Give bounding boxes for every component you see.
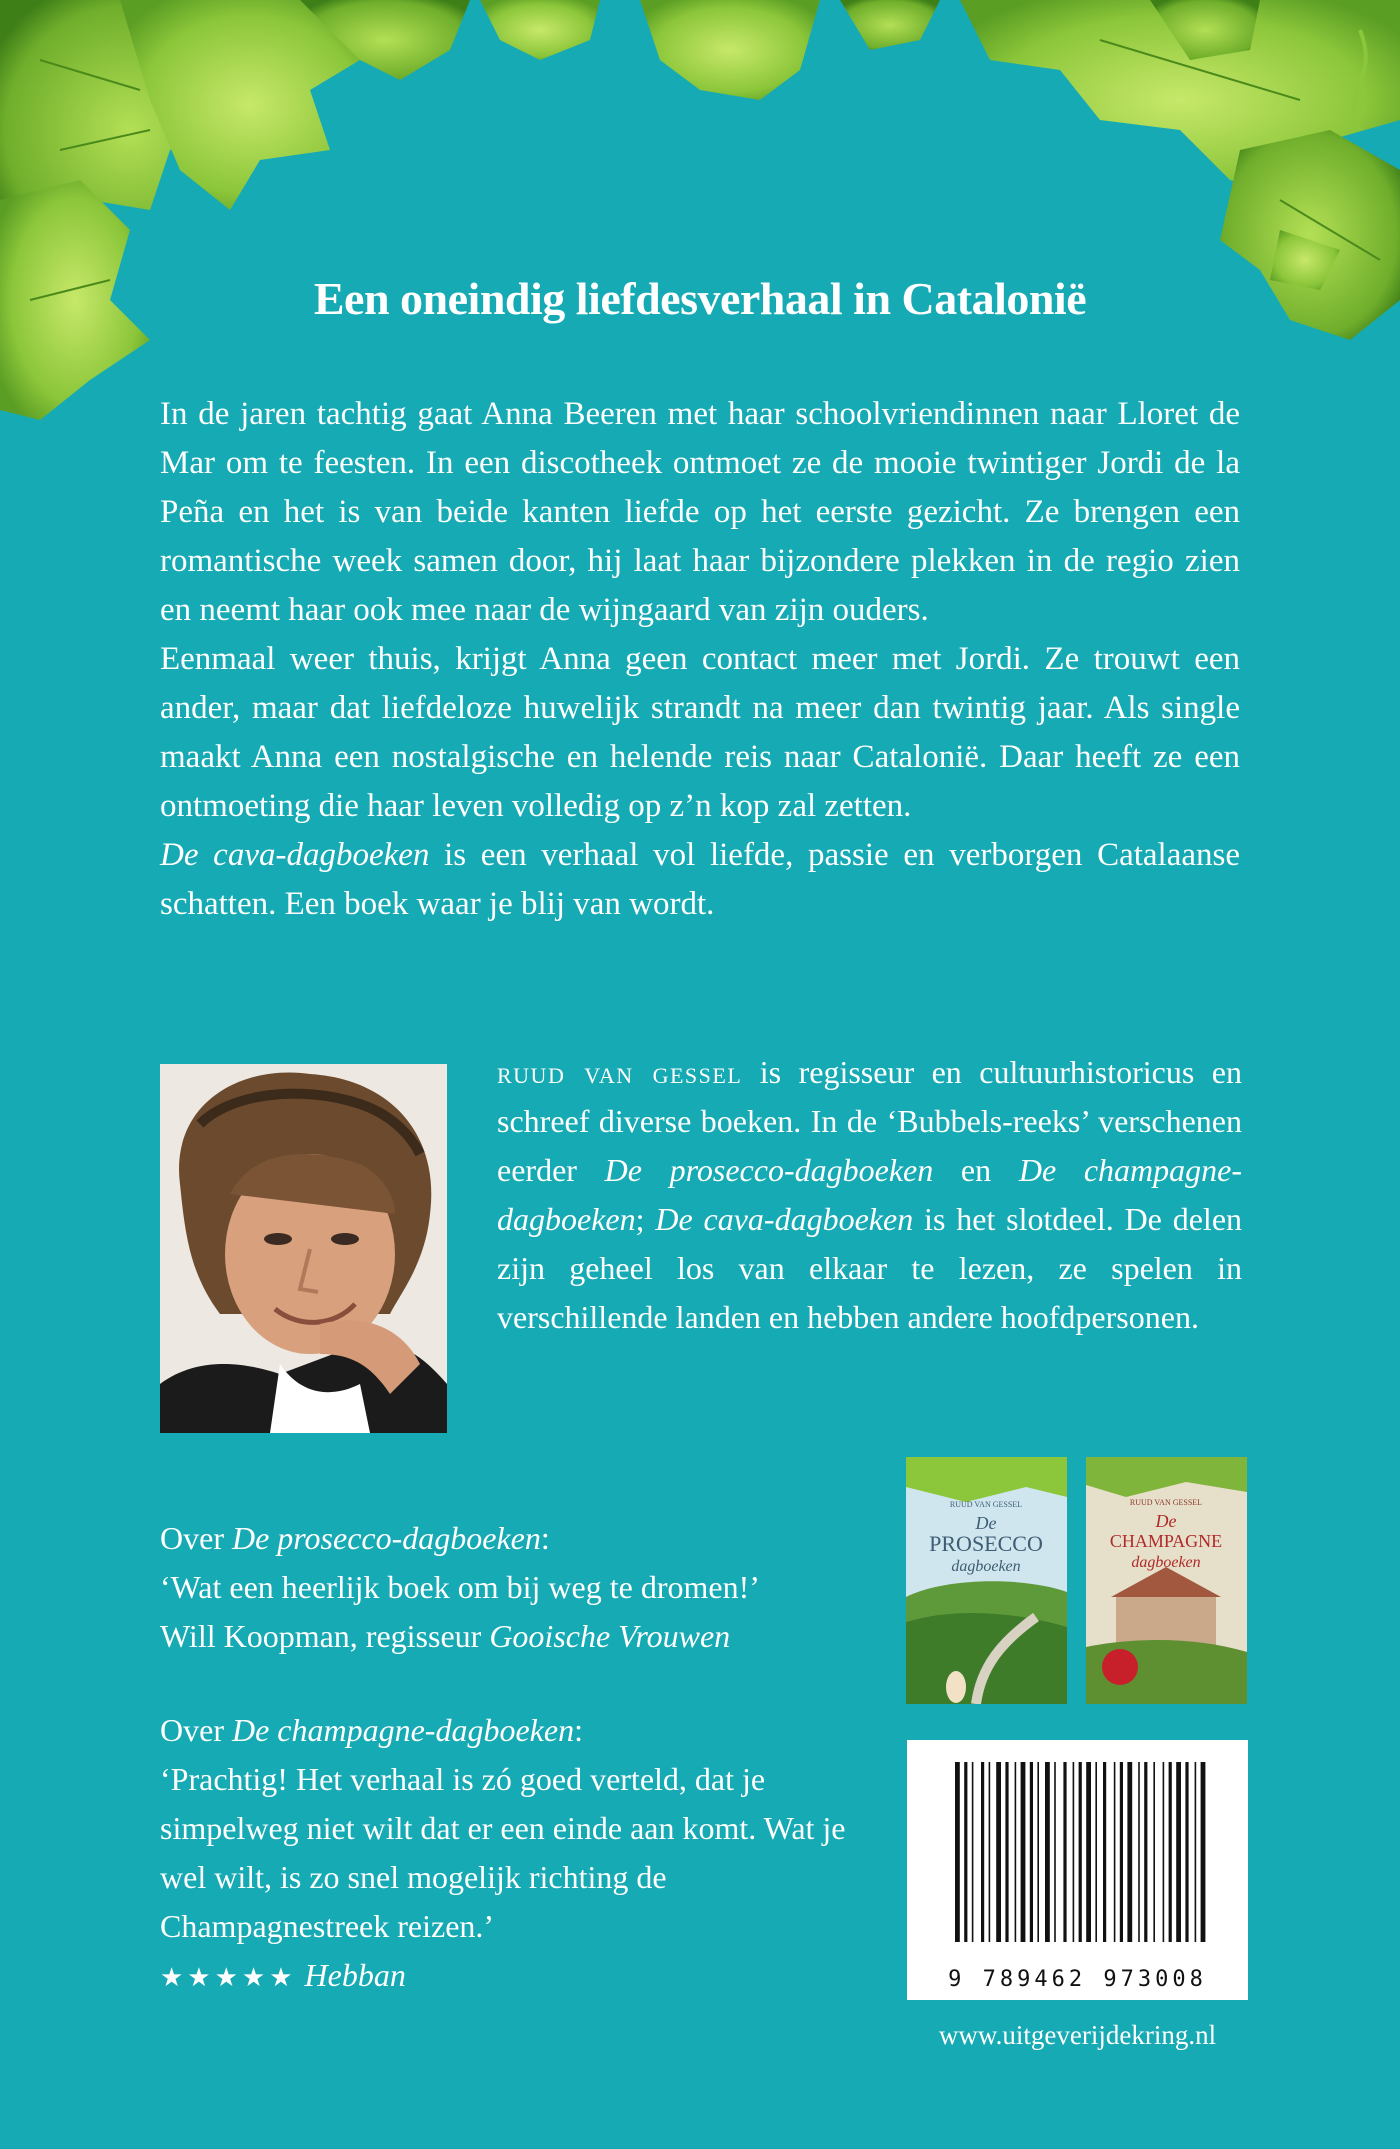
barcode-bar — [1079, 1762, 1082, 1942]
book-cover-champagne — [1086, 1457, 1247, 1704]
book-title-champagne: De champagne-dagboeken — [497, 1152, 1243, 1237]
barcode-bar — [1153, 1762, 1155, 1942]
barcode-bar — [1095, 1762, 1097, 1942]
barcode-bar — [955, 1762, 960, 1942]
review-colon: : — [574, 1712, 583, 1748]
author-name: ruud van gessel — [497, 1054, 743, 1090]
barcode-bar — [1021, 1762, 1026, 1942]
barcode-bar — [1037, 1762, 1039, 1942]
cover2-line3: dagboeken — [1131, 1554, 1201, 1571]
barcode-bar — [1045, 1762, 1050, 1942]
barcode-bar — [1103, 1762, 1106, 1942]
review-text: ‘Prachtig! Het verhaal is zó goed verteld, dat je simpelweg niet wilt dat er een einde aan komt. Wat je wel wilt, is zo snel mogelijk richting de Champagnestreek reizen.’ — [160, 1761, 846, 1944]
book-title-prosecco: De prosecco-dagboeken — [604, 1152, 934, 1188]
barcode-bar — [981, 1762, 984, 1942]
review-source-name: Hebban — [304, 1957, 406, 1993]
barcode-bar — [1144, 1762, 1147, 1942]
review-heading — [160, 1706, 880, 1755]
barcode-bar — [1185, 1762, 1188, 1942]
barcode-bar — [1176, 1762, 1181, 1942]
isbn-barcode — [907, 1740, 1248, 2000]
book-title-cava: De cava-dagboeken — [160, 837, 430, 873]
bio-text-3: ; — [635, 1201, 656, 1237]
barcode-bar — [964, 1762, 967, 1942]
review-quote-prosecco — [160, 1514, 880, 1661]
author-bio — [497, 1048, 1242, 1342]
blurb-paragraph-3 — [160, 831, 1240, 929]
bio-text-4: is het slotdeel. De delen zijn geheel los van elkaar te lezen, ze spelen in verschillende landen en hebben andere hoofdpersonen. — [497, 1201, 1243, 1335]
barcode-bar — [1073, 1762, 1075, 1942]
review-source-name: Will Koopman, regisseur — [160, 1618, 490, 1654]
barcode-bar — [1195, 1762, 1197, 1942]
star-rating-icon: ★★★★★ — [160, 1963, 297, 1993]
review-source — [160, 1612, 880, 1661]
barcode-bar — [1127, 1762, 1132, 1942]
review-book-title: De champagne-dagboeken — [231, 1712, 575, 1748]
cover1-author: RUUD VAN GESSEL — [949, 1500, 1023, 1509]
barcode-bar — [1163, 1762, 1165, 1942]
review-text: ‘Wat een heerlijk boek om bij weg te dromen!’ — [160, 1569, 760, 1605]
barcode-bar — [1086, 1762, 1091, 1942]
cover2-line2: CHAMPAGNE — [1109, 1531, 1223, 1551]
isbn-number: 9 789462 973008 — [948, 1967, 1207, 1992]
barcode-bar — [1015, 1762, 1017, 1942]
barcode-bar — [989, 1762, 991, 1942]
review-source — [160, 1951, 880, 2003]
barcode-bar — [972, 1762, 974, 1942]
barcode-bar — [1138, 1762, 1140, 1942]
page-title: Een oneindig liefdesverhaal in Catalonië — [313, 273, 1087, 324]
barcode-bar — [1054, 1762, 1056, 1942]
leaf-cluster-center — [480, 0, 940, 100]
review-over-label: Over — [160, 1712, 232, 1748]
barcode-bar — [1005, 1762, 1008, 1942]
barcode-bars — [907, 1740, 1248, 1965]
cover1-line1: De — [975, 1513, 997, 1533]
cover1-line3: dagboeken — [951, 1558, 1021, 1575]
bio-text-1: is regisseur en cultuurhistoricus en schreef diverse boeken. In de ‘Bubbels-reeks’ verschenen eerder — [497, 1054, 1243, 1188]
author-photo — [160, 1064, 447, 1433]
review-over-label: Over — [160, 1520, 232, 1556]
review-book-title: De prosecco-dagboeken — [231, 1520, 541, 1556]
cover1-line2: PROSECCO — [929, 1531, 1043, 1556]
barcode-bar — [1114, 1762, 1116, 1942]
author-portrait-image — [160, 1064, 447, 1433]
bio-text-2: en — [933, 1152, 1019, 1188]
barcode-bar — [1169, 1762, 1172, 1942]
review-colon: : — [540, 1520, 550, 1556]
blurb-paragraph-3-text: is een verhaal vol liefde, passie en verborgen Catalaanse schatten. Een boek waar je blij van wordt. — [160, 837, 1241, 922]
barcode-bar — [1030, 1762, 1033, 1942]
barcode-bar — [1120, 1762, 1123, 1942]
barcode-bar — [1201, 1762, 1206, 1942]
publisher-website[interactable]: www.uitgeverijdekring.nl — [938, 2020, 1217, 2050]
leaf-cluster-left — [0, 0, 470, 420]
blurb-text — [160, 390, 1240, 929]
review-heading — [160, 1514, 880, 1563]
barcode-bar — [1063, 1762, 1066, 1942]
cover2-author: RUUD VAN GESSEL — [1129, 1498, 1203, 1507]
review-source-show: Gooische Vrouwen — [489, 1618, 731, 1654]
book-title-cava-bio: De cava-dagboeken — [655, 1201, 914, 1237]
review-quote-champagne — [160, 1706, 880, 2003]
barcode-bar — [996, 1762, 1001, 1942]
blurb-paragraph-1: In de jaren tachtig gaat Anna Beeren met haar schoolvriendinnen naar Lloret de Mar om te feesten. In een discotheek ontmoet ze de mooie twintiger Jordi de la Peña en het is van beide kanten liefde op het eerste gezicht. Ze brengen een romantische week samen door, hij laat haar bijzondere plekken in de regio zien en neemt haar ook mee naar de wijngaard van zijn ouders. — [160, 396, 1240, 628]
cover2-line1: De — [1155, 1511, 1177, 1531]
blurb-paragraph-2: Eenmaal weer thuis, krijgt Anna geen contact meer met Jordi. Ze trouwt een ander, maar dat liefdeloze huwelijk strandt na meer dan twintig jaar. Als single maakt Anna een nostalgische en helende reis naar Catalonië. Daar heeft ze een ontmoeting die haar leven volledig op z’n kop zal zetten. — [160, 641, 1240, 824]
book-cover-prosecco — [906, 1457, 1067, 1704]
